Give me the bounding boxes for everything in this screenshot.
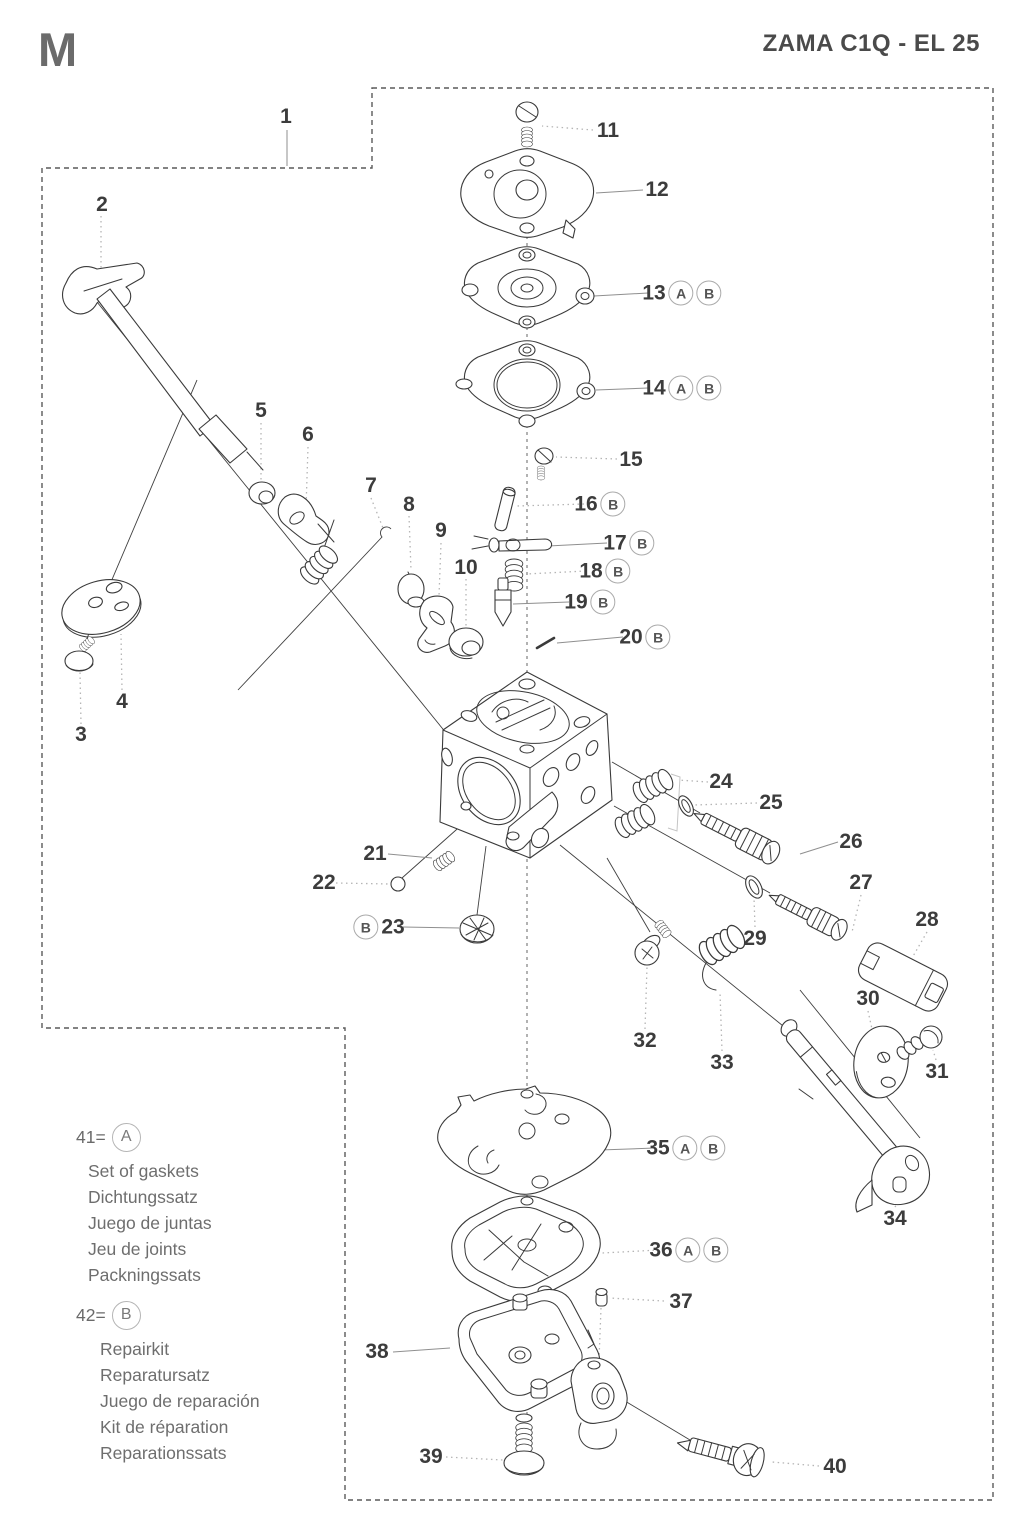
callout-3: 3	[75, 723, 87, 746]
badge-a: A	[673, 1136, 698, 1161]
callout-2: 2	[96, 193, 108, 216]
callout-5: 5	[255, 399, 267, 422]
callout-11: 11	[596, 119, 620, 142]
kit-legend	[76, 1122, 326, 1478]
callout-10: 10	[454, 556, 478, 579]
badge-b: B	[606, 559, 631, 584]
callout-18: 18 B	[579, 559, 630, 584]
section-letter: M	[38, 23, 78, 76]
legend-item: Reparationssats	[100, 1443, 227, 1463]
badge-b: B	[646, 625, 671, 650]
part-39-pump-screw	[504, 1414, 544, 1475]
part-33-choke-spring	[696, 923, 748, 990]
callout-17: 17 B	[603, 531, 654, 556]
badge-a: A	[669, 281, 694, 306]
callout-31: 31	[925, 1060, 949, 1083]
legend-gasket-set-items	[88, 1158, 326, 1288]
part-22-ball	[391, 877, 405, 891]
callout-40: 40	[823, 1455, 847, 1478]
legend-item: Packningssats	[88, 1265, 201, 1285]
part-16-lever-pin	[494, 486, 516, 532]
callout-33: 33	[710, 1051, 734, 1074]
part-36-gasket	[452, 1196, 601, 1302]
part-32-screw	[635, 919, 672, 965]
badge-a: A	[112, 1123, 141, 1152]
callout-7: 7	[365, 474, 377, 497]
badge-b: B	[591, 590, 616, 615]
badge-b: B	[630, 531, 655, 556]
callout-30: 30	[856, 987, 880, 1010]
part-throttle-return-spring	[297, 543, 340, 587]
badge-b: B	[697, 281, 722, 306]
badge-b: B	[353, 915, 378, 940]
callout-16: 16 B	[574, 492, 625, 517]
callout-23: B 23	[353, 915, 404, 940]
badge-b: B	[697, 376, 722, 401]
legend-item: Set of gaskets	[88, 1161, 199, 1181]
part-4-throttle-plate	[55, 571, 147, 646]
page-title: ZAMA C1Q - EL 25	[762, 30, 980, 57]
part-30-choke-plate	[849, 1023, 912, 1102]
legend-repair-kit-items	[100, 1336, 326, 1466]
callout-14: 14 A B	[642, 376, 721, 401]
callout-25: 25	[759, 791, 783, 814]
legend-item: Juego de reparación	[100, 1391, 260, 1411]
part-38-pump-body	[458, 1289, 627, 1449]
callout-38: 38	[365, 1340, 389, 1363]
part-23-filter-screen	[460, 915, 494, 943]
part-24-springs	[612, 767, 676, 840]
part-13-metering-diaphragm	[462, 247, 594, 328]
legend-item: Jeu de joints	[88, 1239, 187, 1259]
callout-28: 28	[915, 908, 939, 931]
callout-22: 22	[312, 871, 336, 894]
part-14-gasket	[456, 341, 595, 427]
callout-6: 6	[302, 423, 314, 446]
callout-37: 37	[669, 1290, 693, 1313]
callout-13: 13 A B	[642, 281, 721, 306]
part-5-bushing	[249, 482, 275, 504]
callout-39: 39	[419, 1445, 443, 1468]
part-11-cover-screw	[516, 102, 538, 147]
callout-4: 4	[116, 690, 128, 713]
callout-21: 21	[363, 842, 387, 865]
part-17-metering-lever	[472, 536, 552, 552]
legend-gasket-set-code: 41= A	[76, 1122, 326, 1152]
part-37-inlet-screen	[596, 1289, 607, 1307]
legend-item: Juego de juntas	[88, 1213, 212, 1233]
part-20-pin	[537, 638, 554, 648]
part-40-mount-screw	[674, 1426, 767, 1480]
callout-15: 15	[619, 448, 643, 471]
legend-item: Repairkit	[100, 1339, 170, 1359]
callout-24: 24	[709, 770, 733, 793]
callout-26: 26	[839, 830, 863, 853]
part-10-bushing	[449, 628, 483, 659]
legend-item: Kit de réparation	[100, 1417, 229, 1437]
badge-b: B	[701, 1136, 726, 1161]
callout-35: 35 A B	[646, 1136, 725, 1161]
badge-a: A	[676, 1238, 701, 1263]
part-35-metering-diaphragm	[438, 1086, 611, 1194]
callout-29: 29	[743, 927, 767, 950]
part-29-oring	[742, 873, 766, 901]
part-12-pump-cover	[461, 149, 594, 238]
part-3-plate-screw	[65, 635, 96, 671]
part-21-spring	[432, 850, 457, 873]
badge-b: B	[704, 1238, 729, 1263]
badge-a: A	[669, 376, 694, 401]
badge-b: B	[112, 1301, 141, 1330]
part-27-adjust-screw-low	[765, 885, 851, 943]
part-6-throttle-lever	[278, 494, 334, 548]
callout-34: 34	[883, 1207, 907, 1230]
callout-12: 12	[645, 178, 669, 201]
legend-item: Dichtungssatz	[88, 1187, 198, 1207]
callout-20: 20 B	[619, 625, 670, 650]
part-carburetor-body	[440, 672, 612, 858]
callout-36: 36 A B	[649, 1238, 728, 1263]
badge-b: B	[601, 492, 626, 517]
callout-27: 27	[849, 871, 873, 894]
callout-32: 32	[633, 1029, 657, 1052]
callout-9: 9	[435, 519, 447, 542]
part-15-screw	[535, 448, 553, 480]
part-2-throttle-shaft	[63, 263, 263, 470]
callout-8: 8	[403, 493, 415, 516]
part-8-grommet	[398, 572, 424, 607]
callout-1: 1	[280, 105, 292, 128]
legend-repair-kit-code: 42= B	[76, 1300, 326, 1330]
callout-19: 19 B	[564, 590, 615, 615]
legend-item: Reparatursatz	[100, 1365, 210, 1385]
